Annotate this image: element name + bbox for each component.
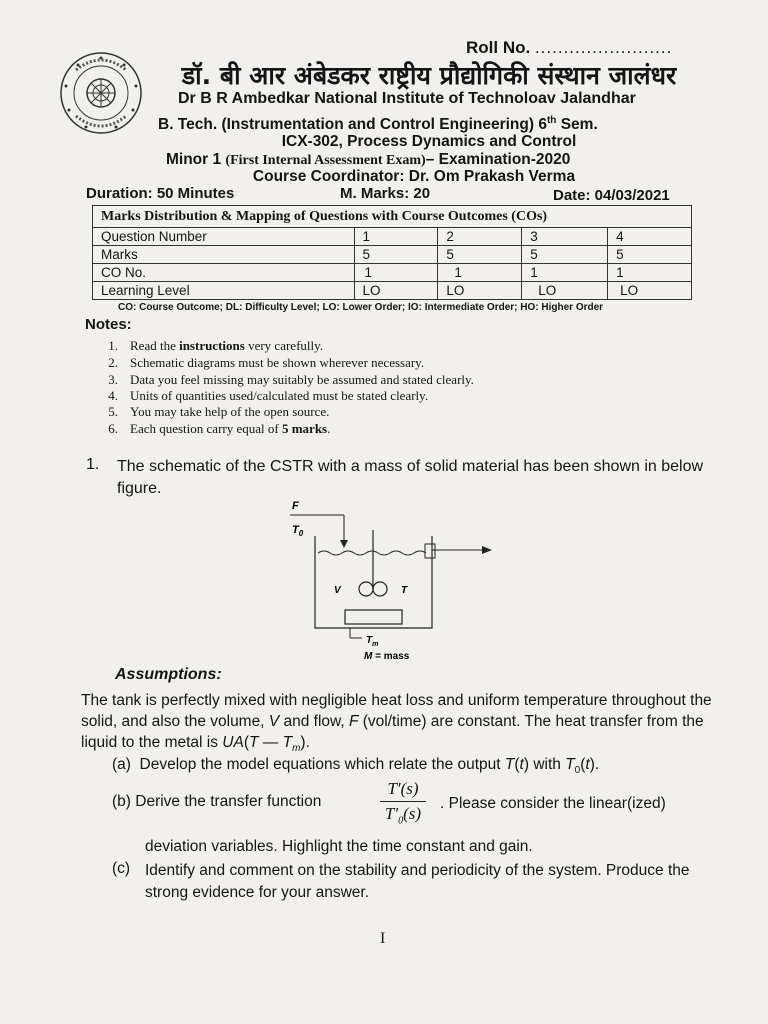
row-label: Question Number: [93, 228, 355, 246]
label-f: F: [292, 500, 299, 512]
cstr-schematic: [270, 496, 500, 666]
label-tm: $T_m$: [366, 635, 379, 648]
table-cell: 1: [354, 228, 438, 246]
course-program: [158, 115, 598, 134]
course-sem: Sem.: [556, 116, 598, 134]
table-row: [93, 246, 692, 264]
note-text: Units of quantities used/calculated must be stated clearly.: [130, 388, 429, 403]
tf-denominator: $T'_0(s)$: [384, 804, 422, 827]
tf-fraction-bar: [380, 801, 426, 802]
inlet-arrow: [340, 540, 348, 548]
note-number: 2.: [108, 355, 118, 370]
course-program-text: B. Tech. (Instrumentation and Control Engineering) 6: [158, 116, 547, 134]
note-text: Data you feel missing may suitably be assumed and stated clearly.: [130, 372, 474, 387]
outlet-arrow: [482, 546, 492, 554]
part-b-prefix: (b) Derive the transfer function: [112, 793, 322, 810]
page-number: I: [380, 930, 386, 947]
note-number: 1.: [108, 338, 118, 353]
stirrer-blade: [373, 582, 387, 596]
part-c-label: (c): [112, 860, 131, 877]
note-number: 6.: [108, 421, 118, 436]
course-coordinator: Course Coordinator: Dr. Om Prakash Verma: [252, 168, 576, 185]
table-legend: CO: Course Outcome; DL: Difficulty Level; LO: Lower Order; IO: Intermediate Order; HO: Higher Order: [118, 302, 604, 313]
table-cell: 5: [608, 246, 692, 264]
notes-heading: Notes:: [85, 316, 132, 333]
exam-suffix: – Examination-2020: [425, 151, 571, 168]
assumptions-text: The tank is perfectly mixed with negligible heat loss and uniform temperature throughout the solid, and also the volume, V and flow, F (vol/time) are constant. The heat transfer from the liquid to the metal is UA(T — $T_m$).: [81, 692, 712, 755]
exam-name: [166, 151, 570, 169]
note-number: 4.: [108, 388, 118, 403]
transfer-function: [380, 779, 426, 826]
table-row: [93, 264, 692, 282]
note-text: Schematic diagrams must be shown wherever necessary.: [130, 355, 425, 370]
exam-paren: (First Internal Assessment Exam): [225, 153, 426, 168]
table-cell: 5: [354, 246, 438, 264]
max-marks: M. Marks: 20: [340, 185, 431, 202]
note-text: Read the instructions very carefully.: [130, 338, 324, 353]
institute-name-hindi: डॉ. बी आर अंबेडकर राष्ट्रीय प्रौद्योगिकी संस्थान जालंधर: [181, 61, 677, 90]
row-label: Learning Level: [93, 282, 355, 300]
table-row: [93, 228, 692, 246]
institute-name-english: Dr B R Ambedkar National Institute of Technoloav Jalandhar: [178, 90, 636, 107]
roll-number-blank: ........................: [534, 38, 673, 57]
table-cell: 3: [522, 228, 608, 246]
part-c-text: Identify and comment on the stability and periodicity of the system. Produce the strong evidence for your answer.: [145, 862, 690, 901]
table-title: Marks Distribution & Mapping of Questions with Course Outcomes (COs): [93, 206, 692, 228]
roll-number-field: [466, 38, 672, 58]
stirrer-blade: [359, 582, 373, 596]
part-b-suffix: . Please consider the linear(ized): [440, 795, 666, 812]
table-cell: 5: [438, 246, 522, 264]
row-label: CO No.: [93, 264, 355, 282]
table-cell: LO: [522, 282, 608, 300]
roll-number-label: Roll No.: [466, 38, 531, 57]
label-v: V: [334, 585, 341, 596]
exam-prefix: Minor 1: [166, 151, 226, 168]
note-text: You may take help of the open source.: [130, 404, 330, 419]
note-number: 5.: [108, 404, 118, 419]
table-cell: 1: [522, 264, 608, 282]
table-cell: 1: [354, 264, 438, 282]
table-cell: LO: [438, 282, 522, 300]
table-cell: LO: [354, 282, 438, 300]
question-number: 1.: [86, 456, 100, 473]
exam-duration: Duration: 50 Minutes: [86, 185, 235, 202]
label-t: T: [401, 585, 408, 596]
exam-date: Date: 04/03/2021: [553, 187, 670, 204]
table-cell: 5: [522, 246, 608, 264]
liquid-surface: [318, 551, 426, 555]
table-cell: 1: [438, 264, 522, 282]
table-cell: 1: [608, 264, 692, 282]
outlet-weir: [425, 544, 435, 558]
assumptions-heading: Assumptions:: [115, 666, 222, 683]
row-label: Marks: [93, 246, 355, 264]
table-title-row: [93, 206, 692, 228]
label-mass: M = mass: [364, 651, 410, 662]
label-t0: $T_0$: [292, 524, 304, 538]
table-row: [93, 282, 692, 300]
part-a: (a) Develop the model equations which relate the output T(t) with $T_0(t)$.: [112, 756, 600, 777]
table-cell: 2: [438, 228, 522, 246]
part-b-continuation: deviation variables. Highlight the time constant and gain.: [145, 838, 533, 855]
tf-numerator: T′(s): [387, 779, 419, 798]
note-text: Each question carry equal of 5 marks.: [130, 421, 331, 436]
note-number: 3.: [108, 372, 118, 387]
course-sup: th: [546, 115, 557, 126]
table-cell: 4: [608, 228, 692, 246]
solid-mass-block: [345, 610, 402, 624]
course-code-title: ICX-302, Process Dynamics and Control: [281, 133, 577, 150]
question-text: The schematic of the CSTR with a mass of solid material has been shown in below figure.: [117, 458, 704, 497]
table-cell: LO: [608, 282, 692, 300]
marks-distribution-table: [92, 205, 692, 300]
